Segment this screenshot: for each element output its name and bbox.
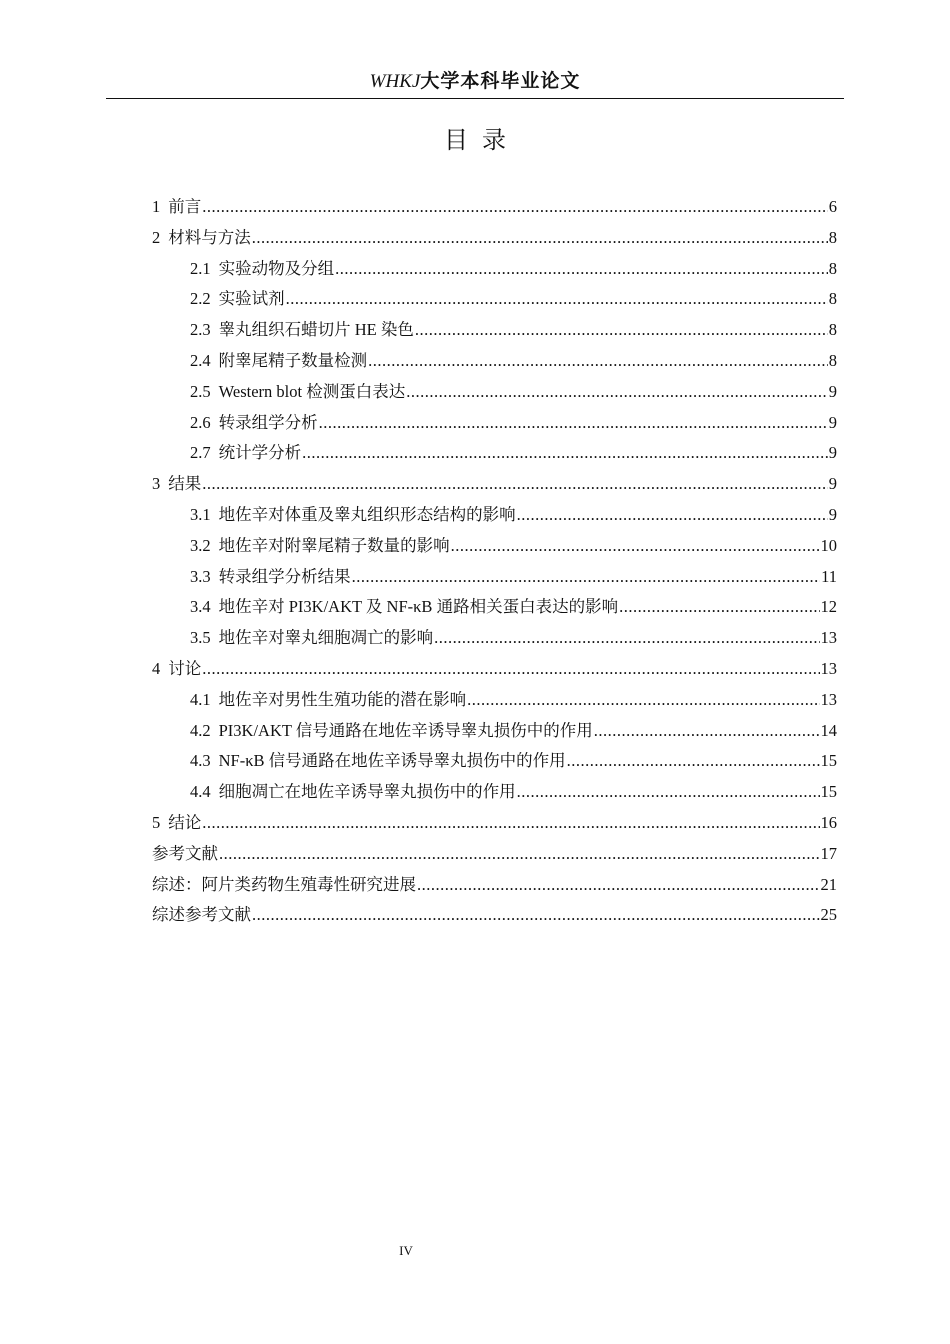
toc-entry-number: 2.5 (190, 381, 211, 401)
toc-entry-number: 2.7 (190, 443, 211, 463)
toc-entry[interactable] (152, 900, 837, 931)
dot-leader (202, 192, 828, 223)
toc-entry-page: 25 (820, 905, 837, 925)
dot-leader (567, 746, 820, 777)
toc-entry-label: 综述：阿片类药物生殖毒性研究进展 (152, 874, 416, 894)
toc-entry-heading (190, 746, 566, 777)
toc-entry-page: 13 (820, 689, 837, 709)
toc-entry-heading (152, 808, 201, 839)
toc-entry-page: 9 (828, 412, 837, 432)
toc-entry-label: 附睾尾精子数量检测 (218, 350, 368, 370)
toc-entry[interactable] (152, 284, 837, 315)
toc-entry-heading (190, 284, 285, 315)
toc-entry-label: 地佐辛对附睾尾精子数量的影响 (218, 535, 450, 555)
toc-entry-page: 9 (828, 443, 837, 463)
toc-entry-page: 8 (828, 289, 837, 309)
toc-entry-number: 3.1 (190, 504, 211, 524)
dot-leader (252, 900, 820, 931)
dot-leader (302, 438, 828, 469)
toc-entry-page: 11 (821, 566, 837, 586)
toc-entry-number: 2.6 (190, 412, 211, 432)
toc-entry[interactable] (152, 346, 837, 377)
dot-leader (202, 654, 819, 685)
toc-entry-number: 3.4 (190, 597, 211, 617)
dot-leader (335, 254, 828, 285)
toc-entry[interactable] (152, 377, 837, 408)
toc-entry-page: 15 (820, 751, 837, 771)
toc-entry-page: 21 (820, 874, 837, 894)
toc-entry-label: 综述参考文献 (152, 905, 251, 925)
toc-entry-label: 转录组学分析结果 (218, 566, 351, 586)
toc-entry-number: 4.4 (190, 782, 211, 802)
toc-entry-heading (190, 562, 351, 593)
toc-entry-label: NF-κB 信号通路在地佐辛诱导睾丸损伤中的作用 (218, 751, 566, 771)
toc-entry-heading (190, 315, 414, 346)
toc-entry-page: 14 (820, 720, 837, 740)
toc-entry-label: 讨论 (168, 658, 202, 678)
toc-entry-number: 3.5 (190, 628, 211, 648)
dot-leader (619, 592, 819, 623)
toc-entry-page: 8 (828, 350, 837, 370)
toc-entry-label: 实验动物及分组 (218, 258, 335, 278)
dot-leader (406, 377, 828, 408)
toc-entry[interactable] (152, 808, 837, 839)
toc-entry-label: 前言 (168, 197, 202, 216)
header-document-type: 大学本科毕业论文 (420, 70, 581, 92)
toc-entry-page: 6 (828, 197, 837, 216)
toc-entry-heading (152, 900, 251, 931)
dot-leader (451, 531, 820, 562)
toc-entry-page: 15 (820, 782, 837, 802)
dot-leader (594, 716, 820, 747)
toc-entry-heading (190, 716, 593, 747)
toc-entry-number: 4.1 (190, 689, 211, 709)
toc-entry-label: 地佐辛对 PI3K/AKT 及 NF-κB 通路相关蛋白表达的影响 (218, 597, 619, 617)
toc-entry-number: 2 (152, 227, 161, 247)
toc-entry[interactable] (152, 562, 837, 593)
toc-entry-heading (152, 654, 201, 685)
toc-entry-page: 16 (820, 812, 837, 832)
dot-leader (219, 839, 820, 870)
toc-entry[interactable] (152, 592, 837, 623)
toc-entry[interactable] (152, 716, 837, 747)
toc-title: 目录 (444, 126, 520, 154)
dot-leader (517, 500, 828, 531)
toc-entry[interactable] (152, 254, 837, 285)
toc-entry-heading (190, 346, 367, 377)
toc-entry-heading (190, 592, 618, 623)
dot-leader (517, 777, 820, 808)
dot-leader (368, 346, 828, 377)
toc-entry-heading (190, 408, 318, 439)
toc-entry[interactable] (152, 223, 837, 254)
dot-leader (286, 284, 828, 315)
toc-entry-page: 12 (820, 597, 837, 617)
toc-entry-heading (152, 870, 416, 901)
toc-entry-label: 细胞凋亡在地佐辛诱导睾丸损伤中的作用 (218, 782, 516, 802)
toc-entry[interactable] (152, 623, 837, 654)
toc-entry-page: 9 (828, 504, 837, 524)
toc-entry[interactable] (152, 438, 837, 469)
toc-entry-label: PI3K/AKT 信号通路在地佐辛诱导睾丸损伤中的作用 (218, 720, 593, 740)
toc-entry[interactable] (152, 654, 837, 685)
toc-entry[interactable] (152, 870, 837, 901)
toc-entry-number: 4.2 (190, 720, 211, 740)
toc-entry-number: 3.3 (190, 566, 211, 586)
dot-leader (202, 808, 819, 839)
toc-entry[interactable] (152, 192, 837, 223)
toc-entry-number: 2.2 (190, 289, 211, 309)
toc-entry-heading (152, 223, 251, 254)
toc-entry-page: 8 (828, 320, 837, 340)
dot-leader (417, 870, 820, 901)
toc-entry-page: 8 (828, 227, 837, 247)
toc-entry-heading (152, 192, 201, 223)
toc-entry-label: 地佐辛对体重及睾丸组织形态结构的影响 (218, 504, 516, 524)
dot-leader (467, 685, 819, 716)
toc-entry-heading (190, 623, 433, 654)
toc-entry-page: 13 (820, 658, 837, 678)
header-divider (106, 98, 844, 99)
toc-entry-heading (190, 377, 405, 408)
toc-entry-heading (190, 531, 450, 562)
dot-leader (319, 408, 828, 439)
running-header (106, 68, 844, 95)
toc-entry-label: 地佐辛对男性生殖功能的潜在影响 (218, 689, 467, 709)
toc-entry[interactable] (152, 408, 837, 439)
toc-entry-number: 1 (152, 197, 161, 216)
toc-entry-heading (152, 839, 218, 870)
toc-entry-label: 转录组学分析 (218, 412, 318, 432)
toc-entry[interactable] (152, 839, 837, 870)
dot-leader (202, 469, 828, 500)
header-institution: WHKJ (369, 71, 421, 92)
toc-entry-label: 材料与方法 (168, 227, 251, 247)
toc-entry-number: 2.3 (190, 320, 211, 340)
toc-entry-label: 实验试剂 (218, 289, 285, 309)
toc-entry-page: 9 (828, 474, 837, 494)
toc-entry-label: 结果 (168, 474, 202, 494)
toc-entry-label: 参考文献 (152, 843, 218, 863)
toc-entry[interactable] (152, 531, 837, 562)
toc-entry-number: 2.4 (190, 350, 211, 370)
toc-entry-number: 3.2 (190, 535, 211, 555)
page-number: IV (399, 1243, 413, 1258)
toc-entry[interactable] (152, 685, 837, 716)
toc-entry-page: 10 (820, 535, 837, 555)
toc-entry-number: 4.3 (190, 751, 211, 771)
toc-entry-heading (152, 469, 201, 500)
dot-leader (434, 623, 819, 654)
toc-entry-number: 5 (152, 812, 161, 832)
toc-entry[interactable] (152, 469, 837, 500)
toc-entry-page: 9 (828, 381, 837, 401)
toc-entry[interactable] (152, 315, 837, 346)
table-of-contents (152, 192, 837, 931)
toc-entry-label: Western blot 检测蛋白表达 (218, 381, 406, 401)
toc-entry-label: 结论 (168, 812, 202, 832)
toc-entry-label: 地佐辛对睾丸细胞凋亡的影响 (218, 628, 434, 648)
toc-entry-page: 8 (828, 258, 837, 278)
dot-leader (415, 315, 828, 346)
dot-leader (252, 223, 828, 254)
toc-entry-heading (190, 777, 516, 808)
toc-entry-number: 2.1 (190, 258, 211, 278)
toc-entry[interactable] (152, 746, 837, 777)
toc-entry-heading (190, 438, 301, 469)
toc-entry-number: 3 (152, 474, 161, 494)
toc-entry[interactable] (152, 500, 837, 531)
toc-entry-heading (190, 254, 334, 285)
toc-entry-heading (190, 500, 516, 531)
toc-entry-label: 统计学分析 (218, 443, 302, 463)
toc-entry-label: 睾丸组织石蜡切片 HE 染色 (218, 320, 414, 340)
dot-leader (352, 562, 820, 593)
toc-entry-heading (190, 685, 466, 716)
toc-entry[interactable] (152, 777, 837, 808)
toc-entry-number: 4 (152, 658, 161, 678)
toc-entry-page: 17 (820, 843, 837, 863)
toc-entry-page: 13 (820, 628, 837, 648)
